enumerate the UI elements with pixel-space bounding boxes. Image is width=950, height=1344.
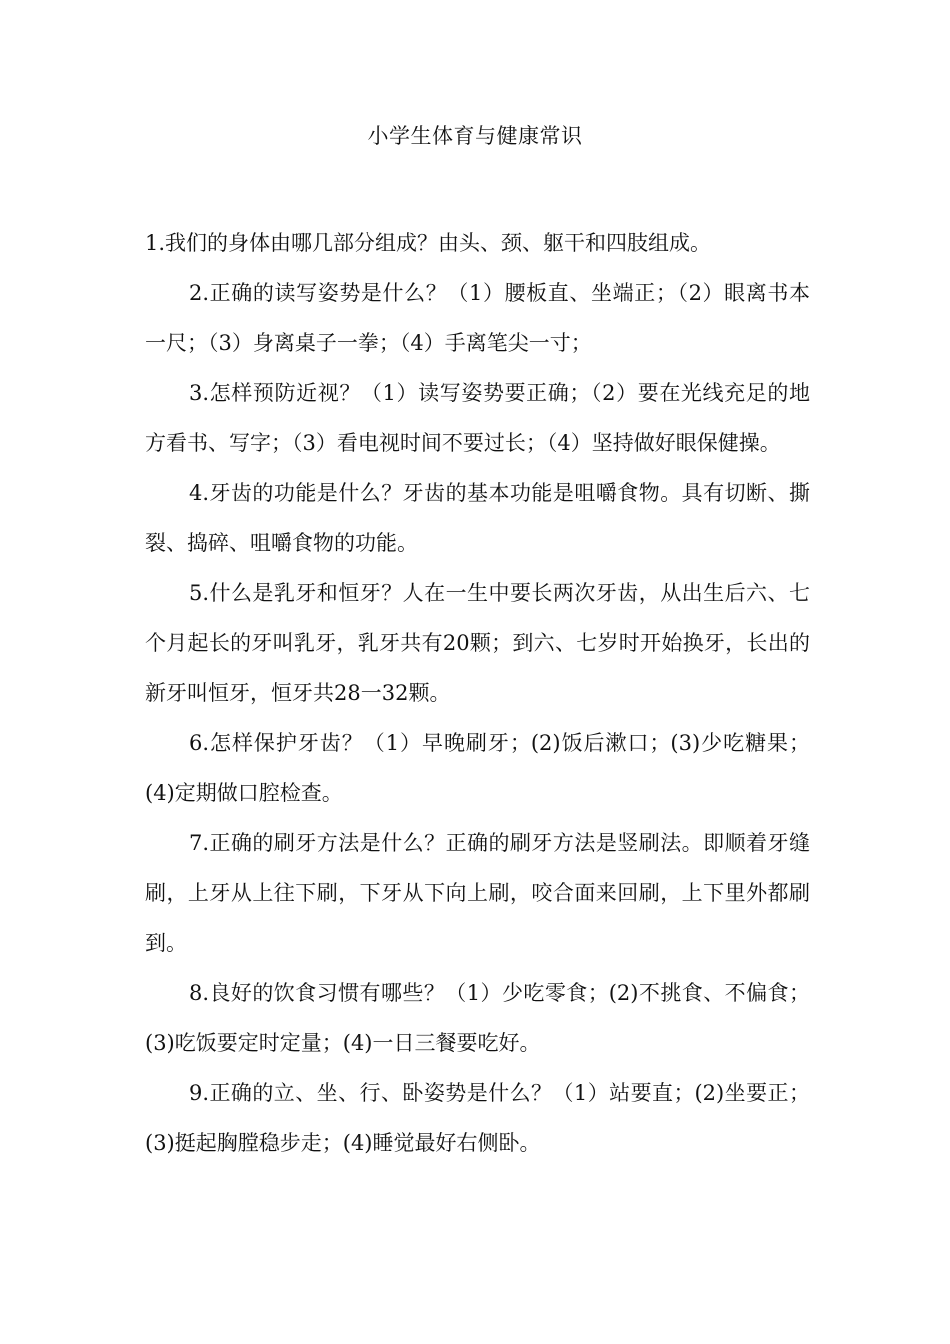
paragraph-4: 4.牙齿的功能是什么？牙齿的基本功能是咀嚼食物。具有切断、撕裂、捣碎、咀嚼食物的功能。	[145, 481, 810, 555]
paragraph-1: 1.我们的身体由哪几部分组成？由头、颈、躯干和四肢组成。	[145, 231, 712, 255]
paragraph-8: 8.良好的饮食习惯有哪些？（1）少吃零食；(2)不挑食、不偏食；(3)吃饭要定时定量；(4)一日三餐要吃好。	[145, 981, 810, 1055]
document-body	[145, 218, 810, 1168]
paragraph-5: 5.什么是乳牙和恒牙？人在一生中要长两次牙齿，从出生后六、七个月起长的牙叫乳牙，乳牙共有20颗；到六、七岁时开始换牙，长出的新牙叫恒牙，恒牙共28一32颗。	[145, 581, 810, 705]
paragraph-7: 7.正确的刷牙方法是什么？正确的刷牙方法是竖刷法。即顺着牙缝刷，上牙从上往下刷，下牙从下向上刷，咬合面来回刷，上下里外都刷到。	[145, 831, 810, 955]
paragraph-6: 6.怎样保护牙齿？（1）早晚刷牙；(2)饭后漱口；(3)少吃糖果；(4)定期做口腔检查。	[145, 731, 810, 805]
paragraph-3: 3.怎样预防近视？（1）读写姿势要正确；（2）要在光线充足的地方看书、写字；（3）看电视时间不要过长；（4）坚持做好眼保健操。	[145, 381, 810, 455]
paragraph-9: 9.正确的立、坐、行、卧姿势是什么？（1）站要直；(2)坐要正；(3)挺起胸膛稳步走；(4)睡觉最好右侧卧。	[145, 1081, 810, 1155]
document-title: 小学生体育与健康常识	[367, 124, 583, 148]
paragraph-2: 2.正确的读写姿势是什么？（1）腰板直、坐端正；（2）眼离书本一尺；（3）身离桌子一拳；（4）手离笔尖一寸；	[145, 281, 810, 355]
